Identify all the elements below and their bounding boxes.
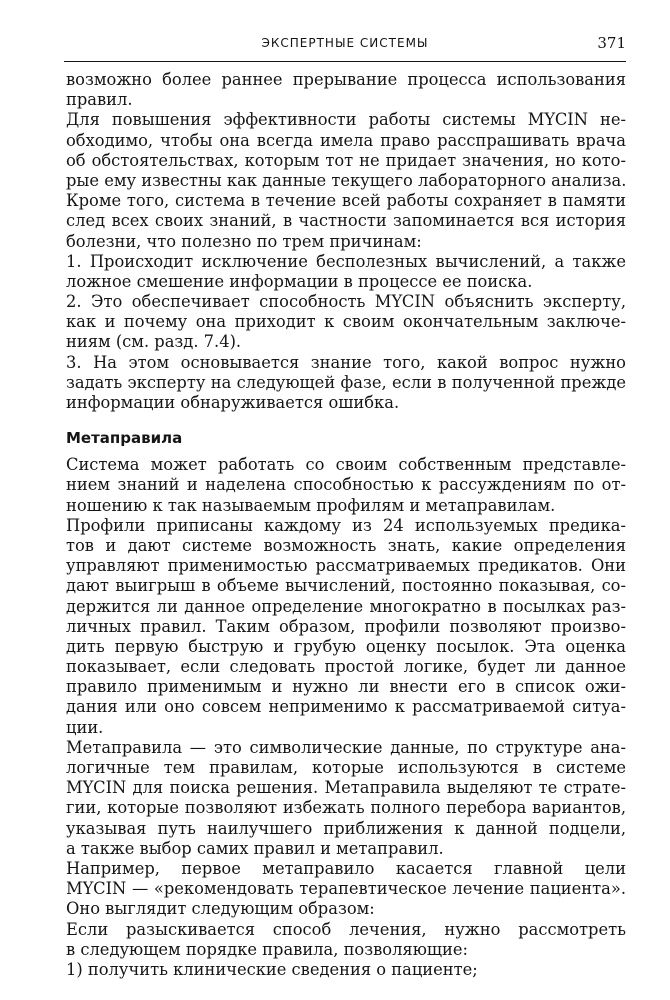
- text-line: а также выбор самих правил и метаправил.: [66, 838, 444, 858]
- text-line: гии, которые позволяют избежать полного перебора вариантов,: [66, 798, 626, 818]
- text-line: ложное смешение информации в процессе ее поиска.: [66, 271, 533, 291]
- text-line: дают выигрыш в объеме вычислений, постоянно показывая, со-: [66, 576, 626, 596]
- text-line: Если разыскивается способ лечения, нужно рассмотреть: [66, 919, 626, 939]
- text-line: в следующем порядке правила, позволяющие:: [66, 939, 468, 959]
- text-line: тов и дают системе возможность знать, какие определения: [66, 535, 626, 555]
- page-header: [64, 34, 626, 56]
- body-text: [66, 70, 626, 980]
- text-line: дить первую быструю и грубую оценку посылок. Эта оценка: [66, 636, 626, 656]
- text-line: MYCIN для поиска решения. Метаправила выделяют те страте-: [66, 778, 626, 798]
- text-line: задать эксперту на следующей фазе, если в полученной прежде: [66, 372, 626, 392]
- text-line: возможно более раннее прерывание процесса использования: [66, 70, 626, 89]
- text-line: Для повышения эффективности работы системы MYCIN не-: [66, 110, 626, 130]
- text-line: 2. Это обеспечивает способность MYCIN объяснить эксперту,: [66, 292, 626, 312]
- text-line: Оно выглядит следующим образом:: [66, 899, 375, 919]
- text-line: как и почему она приходит к своим окончательным заключе-: [66, 312, 626, 332]
- text-line: дания или оно совсем неприменимо к рассматриваемой ситуа-: [66, 697, 626, 717]
- text-line: показывает, если следовать простой логике, будет ли данное: [66, 657, 626, 677]
- text-line: Метаправила — это символические данные, по структуре ана-: [66, 737, 626, 757]
- text-line: правил.: [66, 90, 133, 110]
- text-line: ниям (см. разд. 7.4).: [66, 332, 242, 352]
- text-line: указывая путь наилучшего приближения к данной подцели,: [66, 818, 626, 838]
- text-line: Профили приписаны каждому из 24 используемых предика-: [66, 515, 626, 535]
- page-number: 371: [597, 34, 626, 52]
- text-line: болезни, что полезно по трем причинам:: [66, 231, 422, 251]
- text-line: Например, первое метаправило касается главной цели: [66, 858, 626, 878]
- header-rule: [64, 61, 626, 62]
- text-line: 1) получить клинические сведения о пациенте;: [66, 959, 478, 979]
- text-line: логичные тем правилам, которые используются в системе: [66, 758, 626, 777]
- text-line: Кроме того, система в течение всей работы сохраняет в памяти: [66, 191, 626, 211]
- text-line: правило применимым и нужно ли внести его в список ожи-: [66, 677, 626, 697]
- text-line: личных правил. Таким образом, профили позволяют произво-: [66, 616, 626, 636]
- text-line: MYCIN — «рекомендовать терапевтическое лечение пациента».: [66, 879, 626, 899]
- running-head: ЭКСПЕРТНЫЕ СИСТЕМЫ: [261, 36, 429, 50]
- text-line: ношению к так называемым профилям и метаправилам.: [66, 495, 556, 515]
- text-line: управляют применимостью рассматриваемых предикатов. Они: [66, 556, 626, 576]
- text-line: след всех своих знаний, в частности запоминается вся история: [66, 211, 626, 231]
- section-heading: Метаправила: [66, 429, 183, 448]
- text-line: об обстоятельствах, которым тот не придает значения, но кото-: [66, 150, 626, 170]
- text-line: Система может работать со своим собственным представле-: [66, 455, 626, 475]
- text-line: 3. На этом основывается знание того, какой вопрос нужно: [66, 352, 626, 372]
- text-line: держится ли данное определение многократно в посылках раз-: [66, 596, 626, 616]
- text-line: ции.: [66, 717, 104, 737]
- text-line: 1. Происходит исключение бесполезных вычислений, а также: [66, 251, 626, 271]
- text-line: обходимо, чтобы она всегда имела право расспрашивать врача: [66, 130, 626, 150]
- text-line: рые ему известны как данные текущего лабораторного анализа.: [66, 170, 627, 190]
- text-line: информации обнаруживается ошибка.: [66, 393, 400, 412]
- text-line: нием знаний и наделена способностью к рассуждениям по от-: [66, 475, 626, 495]
